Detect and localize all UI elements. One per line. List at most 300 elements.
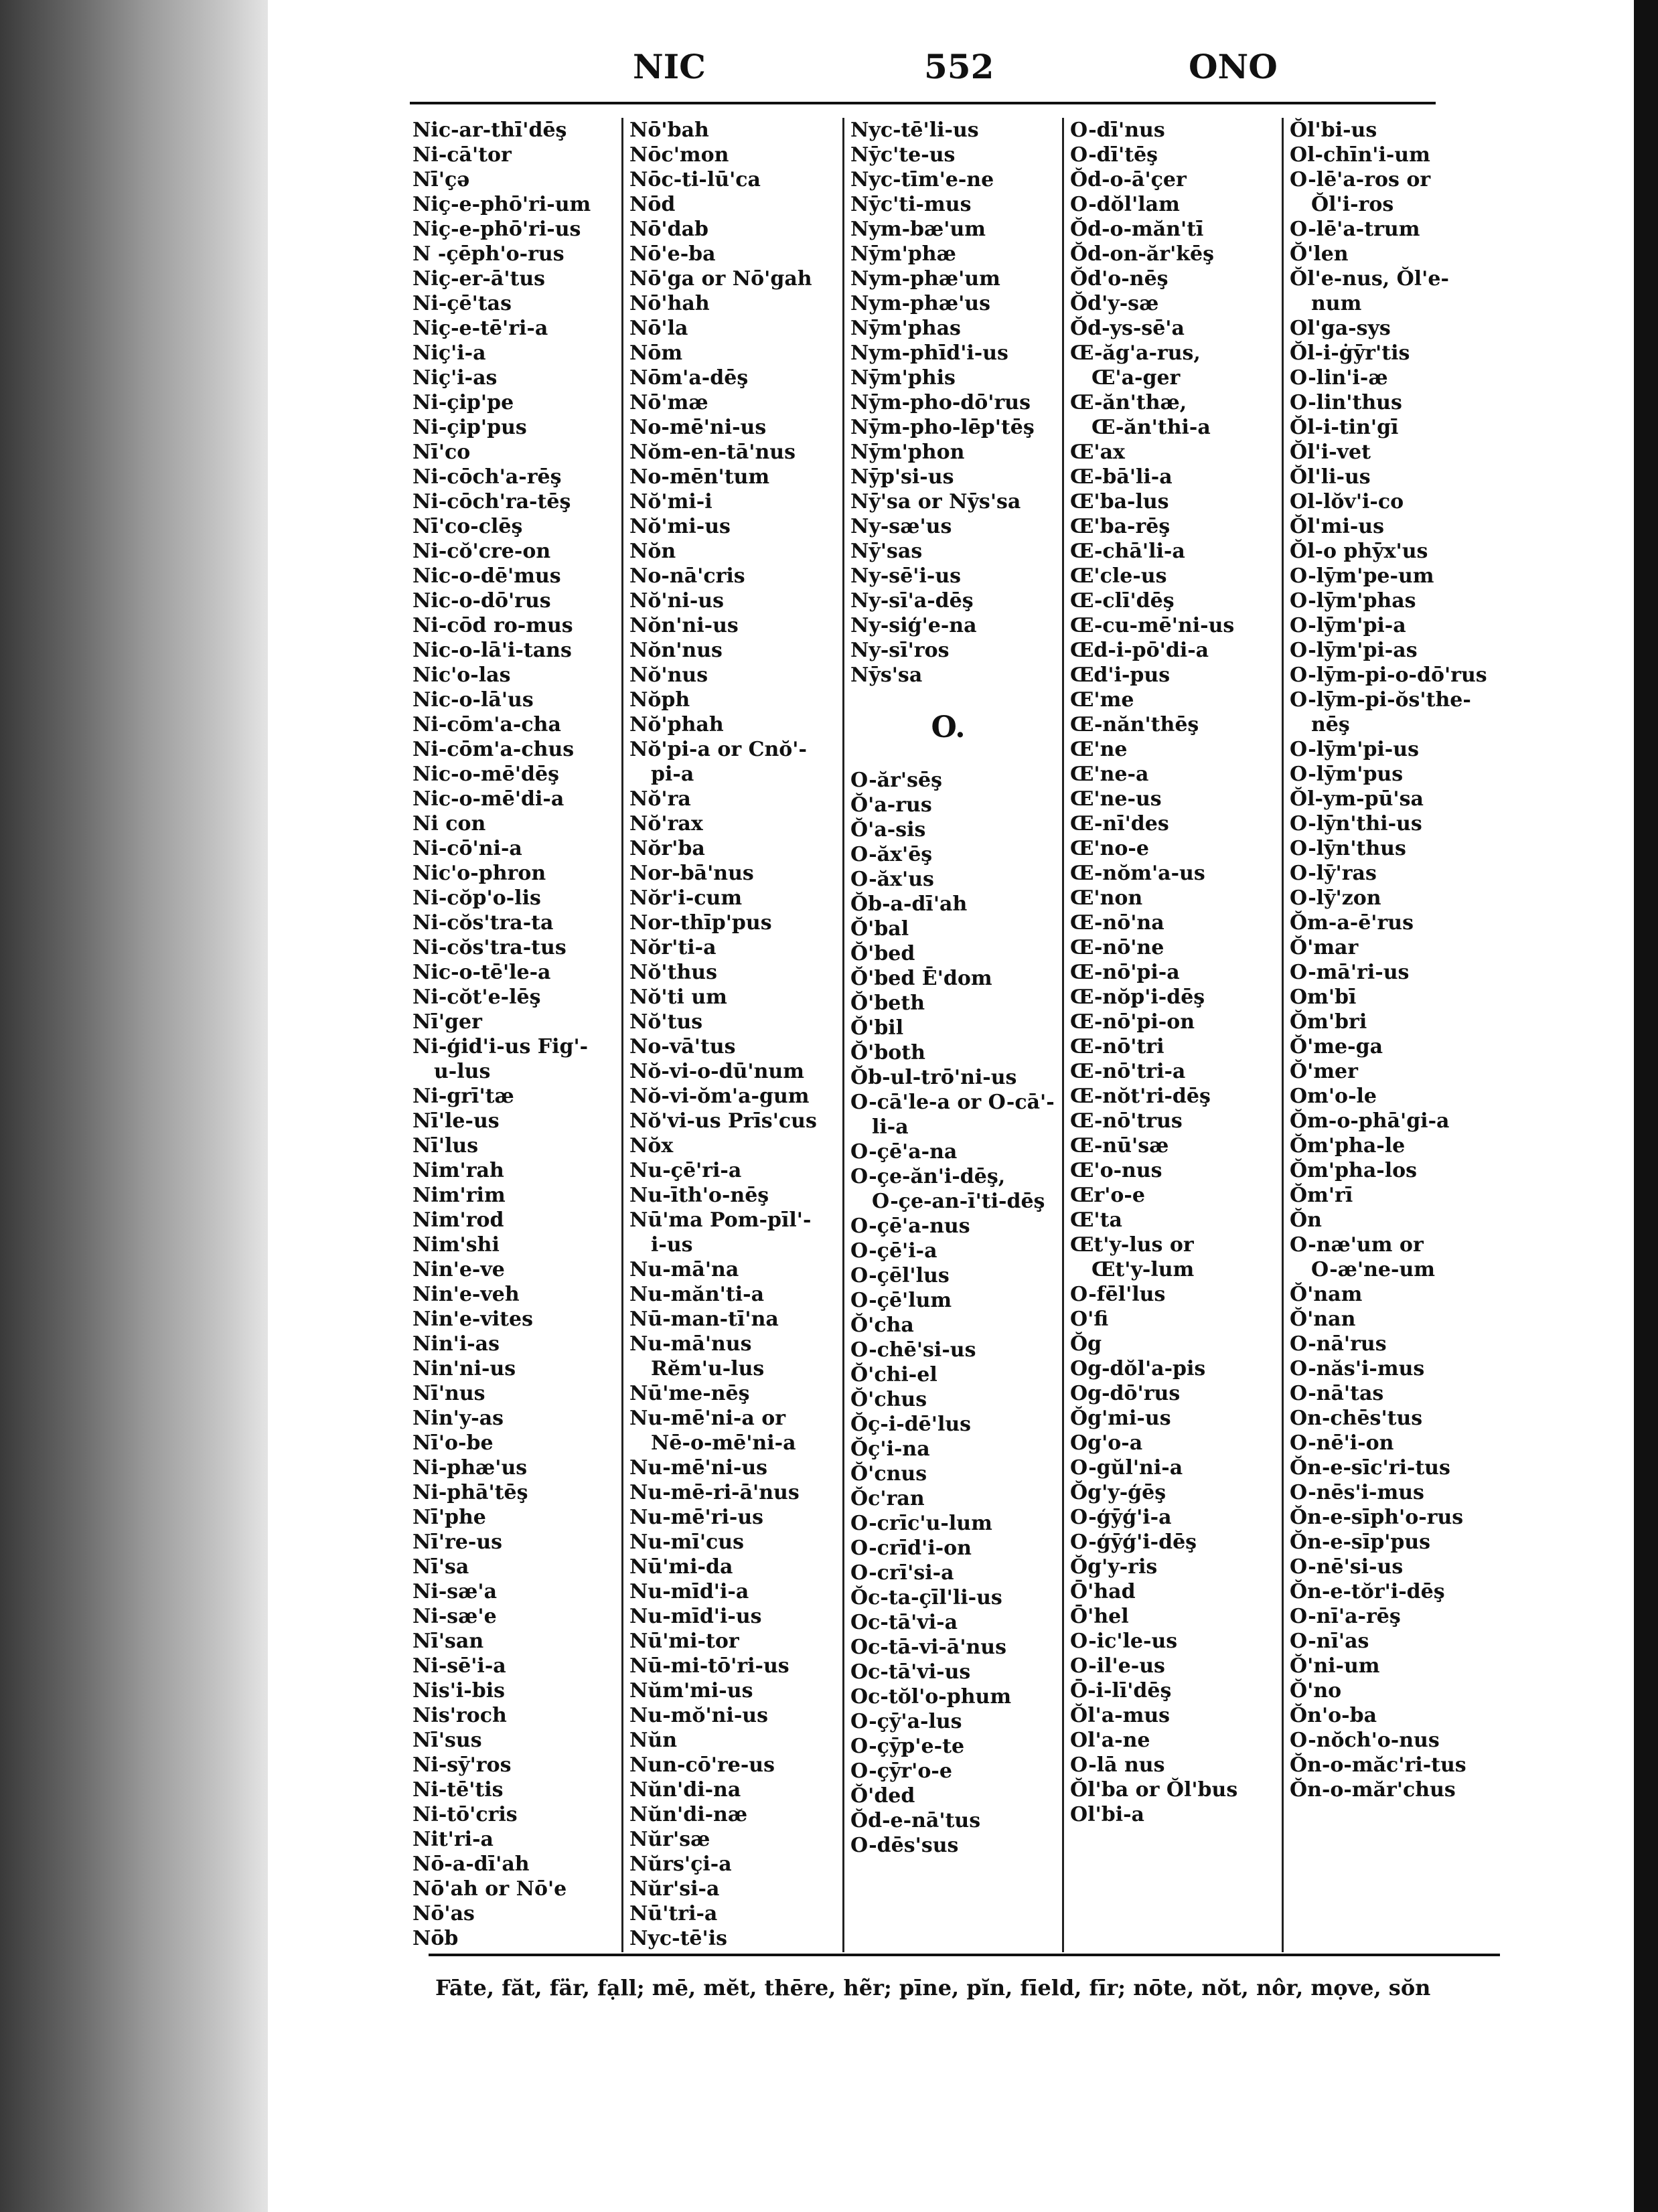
dictionary-entry: Nȳc'ti-mus bbox=[850, 193, 972, 216]
dictionary-entry: Nit'ri-a bbox=[412, 1828, 494, 1851]
dictionary-entry: Ŏc'ran bbox=[850, 1487, 925, 1510]
dictionary-entry: O-dī'nus bbox=[1070, 118, 1165, 142]
dictionary-entry: Nī'lus bbox=[412, 1134, 479, 1158]
dictionary-entry: Ŏ'me-ga bbox=[1290, 1035, 1383, 1058]
dictionary-entry: Nŭn'di-næ bbox=[629, 1803, 748, 1826]
dictionary-entry: Nī'sus bbox=[412, 1729, 482, 1752]
right-guide-word: ONO bbox=[1189, 47, 1278, 86]
column-3 bbox=[848, 118, 1064, 1952]
dictionary-entry: Ŏm'pha-los bbox=[1290, 1159, 1418, 1182]
dictionary-entry: Ŏl-o phȳx'us bbox=[1290, 540, 1428, 563]
dictionary-entry: Nȳm'phon bbox=[850, 441, 965, 464]
dictionary-entry: Nu-mīd'i-us bbox=[629, 1605, 762, 1628]
dictionary-entry: Œ-nō'na bbox=[1070, 911, 1164, 935]
dictionary-entry: Ŏç'i-na bbox=[850, 1437, 930, 1461]
dictionary-entry: Ŏn'o-ba bbox=[1290, 1704, 1377, 1727]
dictionary-entry: O-lȳm-pi-o-dō'rus bbox=[1290, 663, 1487, 687]
dictionary-entry: Ny-sē'i-us bbox=[850, 564, 962, 588]
dictionary-entry: O-nā'rus bbox=[1290, 1332, 1387, 1356]
dictionary-entry: Ŏ'no bbox=[1290, 1679, 1342, 1703]
dictionary-entry: Œ'ne bbox=[1070, 738, 1128, 761]
dictionary-entry: O-çȳr'o-e bbox=[850, 1759, 952, 1783]
dictionary-entry: Niç'i-as bbox=[412, 366, 498, 390]
page-number: 552 bbox=[924, 47, 994, 86]
dictionary-entry: Nŏ'nus bbox=[629, 663, 708, 687]
dictionary-entry: Niç-e-phō'ri-us bbox=[412, 218, 581, 241]
dictionary-entry: O-lin'i-æ bbox=[1290, 366, 1388, 390]
dictionary-entry: Nō'as bbox=[412, 1902, 475, 1925]
dictionary-entry: O-ģȳģ'i-dēş bbox=[1070, 1530, 1197, 1554]
dictionary-entry: O-lȳm'pus bbox=[1290, 763, 1404, 786]
dictionary-entry: Ŏ'bed bbox=[850, 942, 915, 965]
dictionary-entry: Nŏn'ni-us bbox=[629, 614, 739, 637]
dictionary-entry: Nī're-us bbox=[412, 1530, 503, 1554]
dictionary-entry: Ŏd-e-nā'tus bbox=[850, 1809, 981, 1832]
dictionary-entry: O-çē'i-a bbox=[850, 1239, 937, 1263]
dictionary-entry: Nin'ni-us bbox=[412, 1357, 516, 1380]
dictionary-entry: Nō'hah bbox=[629, 292, 710, 315]
dictionary-entry: N -çēph'o-rus bbox=[412, 242, 564, 266]
dictionary-entry: Nȳc'te-us bbox=[850, 143, 956, 167]
dictionary-entry: O-dŏl'lam bbox=[1070, 193, 1180, 216]
dictionary-entry: Nic-o-tē'le-a bbox=[412, 961, 551, 984]
dictionary-entry: O-lȳm'pi-as bbox=[1290, 639, 1418, 662]
dictionary-entry: Nō-a-dī'ah bbox=[412, 1852, 530, 1876]
dictionary-entry: Ŏ'nam bbox=[1290, 1283, 1363, 1306]
dictionary-entry: Nȳm-pho-dō'rus bbox=[850, 391, 1031, 414]
dictionary-entry: i-us bbox=[651, 1233, 693, 1257]
dictionary-entry: Nō'mæ bbox=[629, 391, 708, 414]
dictionary-entry: Ŏl-ym-pū'sa bbox=[1290, 787, 1424, 811]
dictionary-entry: O-nē'i-on bbox=[1290, 1431, 1394, 1455]
dictionary-entry: O-nē'si-us bbox=[1290, 1555, 1404, 1579]
dictionary-entry: Nu-mē'ni-us bbox=[629, 1456, 768, 1480]
dictionary-entry: Œ'ax bbox=[1070, 441, 1125, 464]
dictionary-entry: O-nā'tas bbox=[1290, 1382, 1384, 1405]
dictionary-entry: Nyc-tīm'e-ne bbox=[850, 168, 994, 191]
dictionary-entry: Ny-sī'a-dēş bbox=[850, 589, 974, 613]
dictionary-entry: Nor-bā'nus bbox=[629, 862, 754, 885]
dictionary-entry: Ŏl'a-mus bbox=[1070, 1704, 1171, 1727]
dictionary-entry: Ni-tē'tis bbox=[412, 1778, 504, 1802]
dictionary-entry: O-cā'le-a or O-cā'- bbox=[850, 1091, 1055, 1114]
dictionary-entry: Oc-tā'vi-us bbox=[850, 1660, 971, 1684]
dictionary-entry: O-ăx'us bbox=[850, 868, 934, 891]
dictionary-entry: Ŏn-e-sīp'pus bbox=[1290, 1530, 1431, 1554]
dictionary-entry: Nu-mīd'i-a bbox=[629, 1580, 749, 1603]
dictionary-entry: Oc-tā-vi-ā'nus bbox=[850, 1636, 1007, 1659]
dictionary-entry: Ŏc-ta-çīl'li-us bbox=[850, 1586, 1002, 1609]
dictionary-entry: O-dēs'sus bbox=[850, 1834, 959, 1857]
dictionary-entry: Œd-i-pō'di-a bbox=[1070, 639, 1209, 662]
dictionary-entry: Ŏ'cnus bbox=[850, 1462, 927, 1486]
dictionary-entry: Nun-cō're-us bbox=[629, 1753, 775, 1777]
dictionary-entry: Nŏx bbox=[629, 1134, 674, 1158]
dictionary-entry: Nŏr'ba bbox=[629, 837, 705, 860]
dictionary-entry: Nȳp'si-us bbox=[850, 465, 954, 489]
dictionary-entry: Ni-cōch'ra-tēş bbox=[412, 490, 571, 514]
dictionary-entry: Rĕm'u-lus bbox=[651, 1357, 765, 1380]
dictionary-entry: Œ'ta bbox=[1070, 1208, 1122, 1232]
dictionary-entry: Nin'e-veh bbox=[412, 1283, 520, 1306]
dictionary-entry: Ni-sē'i-a bbox=[412, 1654, 506, 1678]
dictionary-entry: Œ-nŏm'a-us bbox=[1070, 862, 1205, 885]
dictionary-entry: Nym-phīd'i-us bbox=[850, 341, 1008, 365]
dictionary-entry: Ni-cā'tor bbox=[412, 143, 512, 167]
dictionary-entry: Nu-mā'na bbox=[629, 1258, 739, 1281]
dictionary-entry: Om'o-le bbox=[1290, 1085, 1377, 1108]
dictionary-entry: No-vā'tus bbox=[629, 1035, 736, 1058]
dictionary-entry: Nō'dab bbox=[629, 218, 709, 241]
dictionary-entry: Ol-chīn'i-um bbox=[1290, 143, 1430, 167]
dictionary-entry: O-lē'a-trum bbox=[1290, 218, 1420, 241]
dictionary-entry: Ŏl'i-ros bbox=[1311, 193, 1394, 216]
dictionary-entry: Ol'a-ne bbox=[1070, 1729, 1150, 1752]
dictionary-entry: Nic-o-lā'us bbox=[412, 688, 534, 712]
dictionary-entry: Nŏr'i-cum bbox=[629, 886, 743, 910]
dictionary-entry: O-ic'le-us bbox=[1070, 1630, 1178, 1653]
dictionary-entry: Ŏn bbox=[1290, 1208, 1322, 1232]
dictionary-entry: O-nēs'i-mus bbox=[1290, 1481, 1424, 1504]
dictionary-entry: Ŏd'o-nēş bbox=[1070, 267, 1169, 291]
dictionary-entry: Œ-clī'dēş bbox=[1070, 589, 1175, 613]
dictionary-entry: nēş bbox=[1311, 713, 1350, 736]
dictionary-entry: Nȳm'phis bbox=[850, 366, 956, 390]
dictionary-entry: Ŏ'a-rus bbox=[850, 793, 932, 817]
dictionary-entry: Nym-phæ'us bbox=[850, 292, 990, 315]
dictionary-entry: No-nā'cris bbox=[629, 564, 745, 588]
pronunciation-key: Fāte, făt, fär, fạll; mē, mĕt, thēre, hẽr; pīne, pĭn, fīeld, fīr; nōte, nŏt, nôr, mọve, sŏn bbox=[435, 1975, 1431, 2000]
dictionary-entry: Nŏ'ra bbox=[629, 787, 691, 811]
dictionary-entry: Ni-çē'tas bbox=[412, 292, 512, 315]
dictionary-entry: No-mēn'tum bbox=[629, 465, 770, 489]
dictionary-entry: Nim'shi bbox=[412, 1233, 500, 1257]
dictionary-entry: Nē-o-mē'ni-a bbox=[651, 1431, 796, 1455]
dictionary-entry: Niç-e-tē'ri-a bbox=[412, 317, 548, 340]
dictionary-entry: Nī'san bbox=[412, 1630, 484, 1653]
dictionary-entry: Œ'o-nus bbox=[1070, 1159, 1162, 1182]
dictionary-entry: Nŏ-vi-ŏm'a-gum bbox=[629, 1085, 810, 1108]
dictionary-entry: Œ'cle-us bbox=[1070, 564, 1167, 588]
book-spine-shadow bbox=[0, 0, 268, 2212]
dictionary-entry: Ŏd-on-ăr'kēş bbox=[1070, 242, 1215, 266]
dictionary-entry: Og'o-a bbox=[1070, 1431, 1143, 1455]
dictionary-entry: Nō'e-ba bbox=[629, 242, 716, 266]
dictionary-entry: Ni-cōch'a-rēş bbox=[412, 465, 562, 489]
dictionary-entry: Œ-nŏt'ri-dēş bbox=[1070, 1085, 1211, 1108]
dictionary-entry: Nū-man-tī'na bbox=[629, 1308, 779, 1331]
dictionary-entry: Ny-sæ'us bbox=[850, 515, 952, 538]
dictionary-entry: Nym-phæ'um bbox=[850, 267, 1000, 291]
footer-rule bbox=[429, 1954, 1500, 1956]
dictionary-entry: Ŏb-ul-trō'ni-us bbox=[850, 1066, 1017, 1089]
dictionary-entry: O-chē'si-us bbox=[850, 1338, 976, 1362]
dictionary-entry: Nȳm'phas bbox=[850, 317, 961, 340]
dictionary-entry: O-lin'thus bbox=[1290, 391, 1402, 414]
dictionary-entry: Nic-ar-thī'dēş bbox=[412, 118, 567, 142]
dictionary-entry: Ŏg'y-ris bbox=[1070, 1555, 1158, 1579]
dictionary-entry: Œ'me bbox=[1070, 688, 1134, 712]
dictionary-entry: Nȳm'phæ bbox=[850, 242, 956, 266]
dictionary-entry: Ŏn-o-măr'chus bbox=[1290, 1778, 1456, 1802]
dictionary-entry: Ŏ'mar bbox=[1290, 936, 1359, 959]
dictionary-entry: Ŏ'cha bbox=[850, 1314, 914, 1337]
dictionary-entry: O-næ'um or bbox=[1290, 1233, 1424, 1257]
dictionary-entry: O-crīc'u-lum bbox=[850, 1512, 992, 1535]
dictionary-entry: Nī'co-clēş bbox=[412, 515, 523, 538]
dictionary-entry: Nū'tri-a bbox=[629, 1902, 718, 1925]
dictionary-entry: Nu-mī'cus bbox=[629, 1530, 744, 1554]
dictionary-entry: No-mē'ni-us bbox=[629, 416, 767, 439]
dictionary-entry: Nim'rod bbox=[412, 1208, 504, 1232]
dictionary-entry: Nŭm'mi-us bbox=[629, 1679, 753, 1703]
dictionary-entry: Ō-i-lī'dēş bbox=[1070, 1679, 1172, 1703]
dictionary-entry: Ni con bbox=[412, 812, 486, 836]
dictionary-entry: Ŏm-a-ē'rus bbox=[1290, 911, 1414, 935]
dictionary-entry: Ŏl'mi-us bbox=[1290, 515, 1385, 538]
dictionary-entry: Ni-cŏt'e-lēş bbox=[412, 985, 541, 1009]
dictionary-entry: Ŏb-a-dī'ah bbox=[850, 892, 968, 916]
dictionary-entry: Nō'bah bbox=[629, 118, 709, 142]
dictionary-entry: O-ăr'sēş bbox=[850, 769, 942, 792]
section-letter-heading: O. bbox=[931, 710, 966, 744]
dictionary-entry: Nŭr'sæ bbox=[629, 1828, 710, 1851]
dictionary-entry: O-gŭl'ni-a bbox=[1070, 1456, 1183, 1480]
dictionary-entry: Niç'i-a bbox=[412, 341, 486, 365]
dictionary-entry: Nŏ-vi-o-dū'num bbox=[629, 1060, 804, 1083]
dictionary-entry: Œd'i-pus bbox=[1070, 663, 1171, 687]
dictionary-entry: Œ-năn'thēş bbox=[1070, 713, 1199, 736]
dictionary-entry: Ŏg bbox=[1070, 1332, 1102, 1356]
dictionary-entry: Nis'i-bis bbox=[412, 1679, 506, 1703]
dictionary-entry: Niç-er-ā'tus bbox=[412, 267, 546, 291]
dictionary-entry: pi-a bbox=[651, 763, 694, 786]
dictionary-entry: Nŏr'ti-a bbox=[629, 936, 717, 959]
dictionary-entry: Nu-īth'o-nēş bbox=[629, 1184, 769, 1207]
dictionary-entry: Om'bī bbox=[1290, 985, 1357, 1009]
dictionary-entry: Nŏn'nus bbox=[629, 639, 723, 662]
dictionary-entry: Nŭn'di-na bbox=[629, 1778, 741, 1802]
dictionary-entry: Œ-bā'li-a bbox=[1070, 465, 1173, 489]
dictionary-entry: Ni-cōd ro-mus bbox=[412, 614, 573, 637]
dictionary-entry: Nŏ'mi-i bbox=[629, 490, 712, 514]
dictionary-entry: Œ-ăn'thi-a bbox=[1091, 416, 1211, 439]
column-2 bbox=[627, 118, 844, 1952]
dictionary-entry: O-lȳ'zon bbox=[1290, 886, 1381, 910]
dictionary-entry: Œ-ăn'thæ, bbox=[1070, 391, 1187, 414]
dictionary-entry: Ol-lŏv'i-co bbox=[1290, 490, 1404, 514]
dictionary-entry: O-nŏch'o-nus bbox=[1290, 1729, 1440, 1752]
dictionary-entry: Ni-cŏs'tra-tus bbox=[412, 936, 567, 959]
column-5 bbox=[1287, 118, 1508, 1952]
dictionary-entry: Nŏ'vi-us Prīs'cus bbox=[629, 1109, 817, 1133]
dictionary-entry: O-lȳm'pe-um bbox=[1290, 564, 1434, 588]
dictionary-entry: Œ-cu-mē'ni-us bbox=[1070, 614, 1235, 637]
dictionary-entry: Œ-ăg'a-rus, bbox=[1070, 341, 1201, 365]
dictionary-entry: O-il'e-us bbox=[1070, 1654, 1165, 1678]
dictionary-entry: O-nī'a-rēş bbox=[1290, 1605, 1401, 1628]
dictionary-entry: Ŏn-e-tŏr'i-dēş bbox=[1290, 1580, 1445, 1603]
dictionary-entry: Ŏl'li-us bbox=[1290, 465, 1371, 489]
dictionary-entry: Nim'rah bbox=[412, 1159, 504, 1182]
dictionary-entry: li-a bbox=[872, 1115, 909, 1139]
dictionary-entry: Ŏ'ni-um bbox=[1290, 1654, 1380, 1678]
dictionary-entry: Nō'la bbox=[629, 317, 688, 340]
dictionary-entry: Nin'i-as bbox=[412, 1332, 500, 1356]
dictionary-entry: Niç-e-phō'ri-um bbox=[412, 193, 591, 216]
dictionary-entry: Nō'ah or Nō'e bbox=[412, 1877, 567, 1901]
dictionary-entry: Ni-cŏs'tra-ta bbox=[412, 911, 554, 935]
dictionary-entry: Nym-bæ'um bbox=[850, 218, 986, 241]
dictionary-entry: Nōb bbox=[412, 1927, 459, 1950]
dictionary-entry: Nō'ga or Nō'gah bbox=[629, 267, 812, 291]
dictionary-entry: Ŏl'i-vet bbox=[1290, 441, 1371, 464]
dictionary-entry: O-lȳm'pi-a bbox=[1290, 614, 1406, 637]
dictionary-entry: O-crīd'i-on bbox=[850, 1536, 972, 1560]
dictionary-entry: Ŏd-ys-sē'a bbox=[1070, 317, 1185, 340]
dictionary-entry: Ŏd-o-măn'tī bbox=[1070, 218, 1204, 241]
dictionary-entry: Ŏ'a-sis bbox=[850, 818, 926, 842]
dictionary-entry: Nyc-tē'li-us bbox=[850, 118, 979, 142]
dictionary-entry: Nu-mē'ri-us bbox=[629, 1506, 764, 1529]
dictionary-entry: O-lȳm'phas bbox=[1290, 589, 1416, 613]
dictionary-entry: Nȳ'sa or Nȳs'sa bbox=[850, 490, 1021, 514]
dictionary-entry: Nū'ma Pom-pīl'- bbox=[629, 1208, 812, 1232]
dictionary-entry: Ni-sæ'a bbox=[412, 1580, 498, 1603]
dictionary-entry: Ni-çip'pus bbox=[412, 416, 527, 439]
dictionary-entry: Og-dō'rus bbox=[1070, 1382, 1181, 1405]
dictionary-entry: O-lē'a-ros or bbox=[1290, 168, 1431, 191]
dictionary-entry: Ō'had bbox=[1070, 1580, 1136, 1603]
dictionary-entry: Nŏ'mi-us bbox=[629, 515, 731, 538]
dictionary-entry: Ŏ'ded bbox=[850, 1784, 915, 1808]
dictionary-entry: Œ-nō'ne bbox=[1070, 936, 1164, 959]
dictionary-entry: Ŏ'beth bbox=[850, 992, 925, 1015]
dictionary-entry: Nŭr'si-a bbox=[629, 1877, 720, 1901]
dictionary-entry: Ŏ'mer bbox=[1290, 1060, 1358, 1083]
dictionary-entry: Œ-nō'tri-a bbox=[1070, 1060, 1186, 1083]
dictionary-entry: Nōm bbox=[629, 341, 683, 365]
dictionary-entry: Nī'o-be bbox=[412, 1431, 494, 1455]
dictionary-entry: O-çȳ'a-lus bbox=[850, 1710, 962, 1733]
dictionary-entry: Nim'rim bbox=[412, 1184, 506, 1207]
dictionary-entry: Nu-mē'ni-a or bbox=[629, 1407, 786, 1430]
dictionary-entry: Nŏ'thus bbox=[629, 961, 717, 984]
dictionary-entry: O-çēl'lus bbox=[850, 1264, 950, 1287]
dictionary-entry: Ŏn-o-măc'ri-tus bbox=[1290, 1753, 1466, 1777]
dictionary-entry: Nī'nus bbox=[412, 1382, 485, 1405]
dictionary-entry: Ŏ'both bbox=[850, 1041, 925, 1064]
dictionary-entry: Ŏl'bi-us bbox=[1290, 118, 1377, 142]
dictionary-entry: Ŏd'y-sæ bbox=[1070, 292, 1159, 315]
dictionary-entry: O-nī'as bbox=[1290, 1630, 1369, 1653]
dictionary-entry: Nī'phe bbox=[412, 1506, 486, 1529]
left-guide-word: NIC bbox=[633, 47, 706, 86]
header-rule bbox=[410, 102, 1436, 104]
dictionary-entry: Œ'ne-a bbox=[1070, 763, 1149, 786]
dictionary-entry: Ŏ'nan bbox=[1290, 1308, 1356, 1331]
dictionary-entry: Nī'le-us bbox=[412, 1109, 500, 1133]
dictionary-entry: On-chēs'tus bbox=[1290, 1407, 1423, 1430]
dictionary-entry: Œt'y-lum bbox=[1091, 1258, 1195, 1281]
dictionary-entry: Ni-çip'pe bbox=[412, 391, 514, 414]
dictionary-entry: O-çē'lum bbox=[850, 1289, 952, 1312]
dictionary-entry: Ŏg'mi-us bbox=[1070, 1407, 1171, 1430]
dictionary-entry: Ni-ģid'i-us Fig'- bbox=[412, 1035, 589, 1058]
dictionary-entry: Œ'no-e bbox=[1070, 837, 1149, 860]
dictionary-entry: Nu-mŏ'ni-us bbox=[629, 1704, 768, 1727]
dictionary-entry: O'fi bbox=[1070, 1308, 1109, 1331]
dictionary-entry: Ni-sȳ'ros bbox=[412, 1753, 512, 1777]
dictionary-entry: Nī'ger bbox=[412, 1010, 482, 1034]
dictionary-entry: Nu-măn'ti-a bbox=[629, 1283, 765, 1306]
dictionary-entry: Œ-nū'sæ bbox=[1070, 1134, 1169, 1158]
dictionary-entry: Nōd bbox=[629, 193, 676, 216]
dictionary-entry: Nic-o-mē'dēş bbox=[412, 763, 559, 786]
dictionary-entry: Ni-cŏ'cre-on bbox=[412, 540, 551, 563]
dictionary-entry: O-lȳ'ras bbox=[1290, 862, 1377, 885]
dictionary-entry: Œ-nī'des bbox=[1070, 812, 1169, 836]
dictionary-entry: Nŏ'pi-a or Cnŏ'- bbox=[629, 738, 807, 761]
dictionary-entry: O-mā'ri-us bbox=[1290, 961, 1410, 984]
dictionary-entry: Ny-siģ'e-na bbox=[850, 614, 977, 637]
dictionary-entry: Ni-cōm'a-cha bbox=[412, 713, 561, 736]
dictionary-entry: Nŏ'ti um bbox=[629, 985, 727, 1009]
dictionary-entry: O-ģȳģ'i-a bbox=[1070, 1506, 1172, 1529]
dictionary-entry: Oc-tŏl'o-phum bbox=[850, 1685, 1012, 1709]
dictionary-entry: Œ-nō'pi-a bbox=[1070, 961, 1180, 984]
dictionary-entry: O-lȳm-pi-ŏs'the- bbox=[1290, 688, 1471, 712]
running-header bbox=[402, 47, 1500, 100]
dictionary-entry: Nī'sa bbox=[412, 1555, 469, 1579]
dictionary-entry: Nī'co bbox=[412, 441, 471, 464]
dictionary-entry: Nŏph bbox=[629, 688, 690, 712]
dictionary-entry: Ol'bi-a bbox=[1070, 1803, 1144, 1826]
dictionary-entry: Nic-o-lā'i-tans bbox=[412, 639, 572, 662]
dictionary-entry: Ni-phā'tēş bbox=[412, 1481, 528, 1504]
dictionary-entry: Ŏm-o-phā'gi-a bbox=[1290, 1109, 1450, 1133]
dictionary-entry: Ō'hel bbox=[1070, 1605, 1129, 1628]
dictionary-entry: u-lus bbox=[434, 1060, 491, 1083]
dictionary-entry: Nic-o-dō'rus bbox=[412, 589, 551, 613]
dictionary-entry: O-çe-ăn'i-dēş, bbox=[850, 1165, 1006, 1188]
dictionary-entry: Nu-mē-ri-ā'nus bbox=[629, 1481, 800, 1504]
dictionary-entry: Nȳm-pho-lēp'tēş bbox=[850, 416, 1035, 439]
dictionary-entry: Ni-cō'ni-a bbox=[412, 837, 522, 860]
dictionary-entry: Ŏ'chi-el bbox=[850, 1363, 937, 1387]
dictionary-entry: O-năs'i-mus bbox=[1290, 1357, 1425, 1380]
dictionary-entry: Ŏm'rī bbox=[1290, 1184, 1353, 1207]
dictionary-entry: Nŏ'ni-us bbox=[629, 589, 724, 613]
dictionary-entry: Œ-nŏp'i-dēş bbox=[1070, 985, 1205, 1009]
dictionary-entry: Oc-tā'vi-a bbox=[850, 1611, 958, 1634]
dictionary-entry: Nȳs'sa bbox=[850, 663, 923, 687]
dictionary-entry: Ŏl'ba or Ŏl'bus bbox=[1070, 1778, 1238, 1802]
dictionary-entry: Ŏm'bri bbox=[1290, 1010, 1367, 1034]
dictionary-entry: Ŏ'bed Ē'dom bbox=[850, 967, 992, 990]
dictionary-entry: Ny-sī'ros bbox=[850, 639, 950, 662]
dictionary-entry: Œ'ba-lus bbox=[1070, 490, 1169, 514]
dictionary-entry: O-dī'tēş bbox=[1070, 143, 1158, 167]
dictionary-entry: Ŏ'len bbox=[1290, 242, 1349, 266]
dictionary-entry: Ŏn-e-sīc'ri-tus bbox=[1290, 1456, 1450, 1480]
dictionary-entry: Ni-grī'tæ bbox=[412, 1085, 514, 1108]
dictionary-entry: Nŏm-en-tā'nus bbox=[629, 441, 796, 464]
dictionary-entry: O-fēl'lus bbox=[1070, 1283, 1166, 1306]
dictionary-entry: O-lā nus bbox=[1070, 1753, 1165, 1777]
column-1 bbox=[410, 118, 623, 1952]
dictionary-entry: Nŏn bbox=[629, 540, 676, 563]
